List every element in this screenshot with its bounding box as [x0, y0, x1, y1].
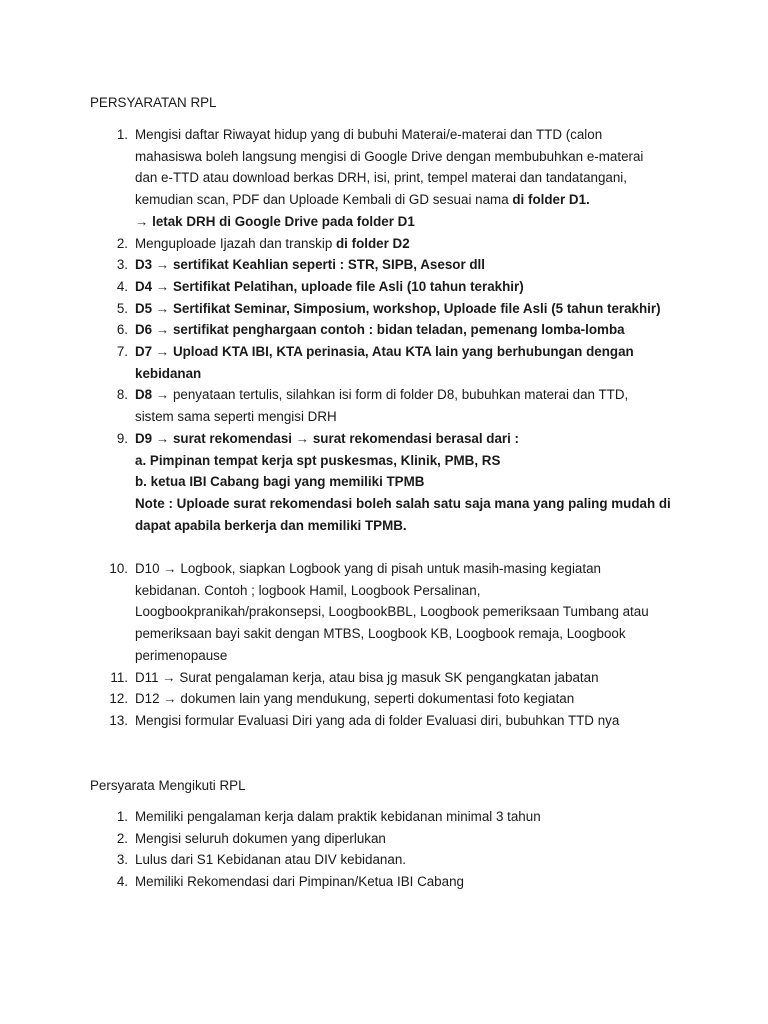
text-run: kebidanan. Contoh ; logbook Hamil, Loogbook Persalinan,: [135, 582, 481, 598]
text-run: D12 → dokumen lain yang mendukung, seperti dokumentasi foto kegiatan: [135, 691, 575, 707]
list-number: 12.: [109, 691, 128, 707]
bold-text: Note : Uploade surat rekomendasi boleh salah satu saja mana yang paling mudah di: [135, 495, 671, 511]
text-line: [135, 450, 690, 472]
text-line: [135, 384, 690, 406]
eligibility-list: [90, 806, 690, 893]
list-item: [90, 124, 690, 233]
text-line: [135, 623, 690, 645]
list-number: 7.: [116, 344, 128, 360]
list-item: [90, 806, 690, 828]
list-number: 4.: [116, 874, 128, 890]
text-run: Mengisi daftar Riwayat hidup yang di bubuhi Materai/e-materai dan TTD (calon: [135, 127, 603, 142]
list-item-text: [135, 233, 690, 255]
list-item: [90, 871, 690, 893]
list-item: [90, 384, 690, 427]
list-item-text: [135, 124, 690, 233]
list-item: [90, 254, 690, 276]
text-line: [135, 211, 690, 233]
list-item-text: [135, 667, 690, 689]
list-number: 1.: [116, 809, 128, 824]
list-item-text: [135, 319, 690, 341]
list-number: 9.: [116, 430, 128, 446]
bold-text: D4 → Sertifikat Pelatihan, uploade file Asli (10 tahun terakhir): [135, 278, 524, 294]
text-line: [135, 319, 690, 341]
text-run: dan e-TTD atau download berkas DRH, isi, print, tempel materai dan tandatangani,: [135, 170, 627, 186]
text-run: mahasiswa boleh langsung mengisi di Google Drive dengan membubuhkan e-materai: [135, 148, 644, 164]
text-line: [135, 341, 690, 363]
list-item: [90, 428, 690, 558]
bold-text: a. Pimpinan tempat kerja spt puskesmas, Klinik, PMB, RS: [135, 452, 501, 468]
list-item-text: [135, 710, 690, 732]
list-number: 10.: [109, 561, 128, 577]
text-line: [135, 363, 690, 385]
heading-persyarata-mengikuti-rpl: Persyarata Mengikuti RPL: [90, 778, 246, 793]
bold-text: b. ketua IBI Cabang bagi yang memiliki TPMB: [135, 474, 425, 490]
list-item: [90, 276, 690, 298]
text-line: [135, 254, 690, 276]
bold-text: D7 → Upload KTA IBI, KTA perinasia, Atau KTA lain yang berhubungan dengan: [135, 344, 634, 360]
list-item: [90, 828, 690, 850]
text-line: [135, 710, 690, 732]
text-line: [135, 146, 690, 168]
bold-text: di folder D2: [336, 235, 410, 251]
list-item: [90, 688, 690, 710]
blank-line: [135, 536, 690, 558]
list-item-text: [135, 254, 690, 276]
text-line: [135, 667, 690, 689]
list-number: 2.: [116, 830, 128, 846]
bold-text: D5 → Sertifikat Seminar, Simposium, workshop, Uploade file Asli (5 tahun terakhir): [135, 300, 661, 316]
text-run: Lulus dari S1 Kebidanan atau DIV kebidanan.: [135, 852, 406, 868]
text-line: [135, 189, 690, 211]
list-item-text: [135, 688, 690, 710]
text-run: penyataan tertulis, silahkan isi form di folder D8, bubuhkan materai dan TTD,: [169, 387, 629, 403]
list-item: [90, 233, 690, 255]
list-item: [90, 341, 690, 384]
heading-persyaratan-rpl: PERSYARATAN RPL: [90, 95, 217, 110]
text-line: [135, 645, 690, 667]
list-number: 6.: [116, 322, 128, 338]
list-number: 11.: [110, 669, 128, 685]
text-line: [135, 471, 690, 493]
text-line: [135, 406, 690, 428]
list-item-text: [135, 849, 690, 871]
list-number: 1.: [116, 127, 128, 142]
text-line: [135, 849, 690, 871]
text-run: D10 → Logbook, siapkan Logbook yang di pisah untuk masih-masing kegiatan: [135, 561, 601, 577]
text-line: [135, 871, 690, 893]
text-line: [135, 515, 690, 537]
list-number: 4.: [116, 278, 128, 294]
bold-text: D9 → surat rekomendasi → surat rekomendasi berasal dari :: [135, 430, 520, 446]
text-run: Mengisi formular Evaluasi Diri yang ada di folder Evaluasi diri, bubuhkan TTD nya: [135, 712, 620, 728]
bold-text: D8 →: [135, 387, 170, 403]
text-line: [135, 828, 690, 850]
list-number: 3.: [116, 257, 128, 273]
bold-text: D6 → sertifikat penghargaan contoh : bidan teladan, pemenang lomba-lomba: [135, 322, 625, 338]
bold-text: di folder D1.: [512, 192, 590, 208]
bold-text: D3 → sertifikat Keahlian seperti : STR, SIPB, Asesor dll: [135, 257, 485, 273]
list-item-text: [135, 806, 690, 828]
list-item-text: [135, 341, 690, 384]
text-run: Memiliki Rekomendasi dari Pimpinan/Ketua IBI Cabang: [135, 874, 464, 890]
text-line: [135, 688, 690, 710]
list-item: [90, 849, 690, 871]
text-run: kemudian scan, PDF dan Uploade Kembali di GD sesuai nama: [135, 192, 513, 208]
text-run: Loogbookpranikah/prakonsepsi, LoogbookBBL, Loogbook pemeriksaan Tumbang atau: [135, 604, 649, 620]
list-number: 13.: [109, 712, 128, 728]
bold-text: → letak DRH di Google Drive pada folder D1: [135, 213, 415, 229]
text-line: [135, 298, 690, 320]
list-item-text: [135, 298, 690, 320]
text-run: D11 → Surat pengalaman kerja, atau bisa jg masuk SK pengangkatan jabatan: [135, 669, 599, 685]
list-item-text: [135, 871, 690, 893]
text-line: [135, 167, 690, 189]
text-line: [135, 580, 690, 602]
list-item: [90, 298, 690, 320]
requirements-list: [90, 124, 690, 732]
text-line: [135, 558, 690, 580]
list-item-text: [135, 276, 690, 298]
text-line: [135, 124, 690, 146]
list-number: 8.: [116, 387, 128, 403]
text-line: [135, 806, 690, 828]
text-run: Memiliki pengalaman kerja dalam praktik kebidanan minimal 3 tahun: [135, 809, 541, 824]
text-line: [135, 428, 690, 450]
list-item-text: [135, 558, 690, 667]
text-run: Mengisi seluruh dokumen yang diperlukan: [135, 830, 386, 846]
list-item-text: [135, 828, 690, 850]
text-run: sistem sama seperti mengisi DRH: [135, 409, 337, 425]
text-line: [135, 493, 690, 515]
list-item: [90, 558, 690, 667]
text-run: perimenopause: [135, 647, 228, 663]
text-line: [135, 233, 690, 255]
text-run: Menguploade Ijazah dan transkip: [135, 235, 336, 251]
list-item: [90, 667, 690, 689]
list-number: 5.: [116, 300, 128, 316]
list-item: [90, 319, 690, 341]
list-item: [90, 710, 690, 732]
list-item-text: [135, 384, 690, 427]
bold-text: kebidanan: [135, 365, 202, 381]
text-line: [135, 276, 690, 298]
bold-text: dapat apabila berkerja dan memiliki TPMB.: [135, 517, 407, 533]
text-run: pemeriksaan bayi sakit dengan MTBS, Loogbook KB, Loogbook remaja, Loogbook: [135, 626, 626, 642]
list-item-text: [135, 428, 690, 558]
text-line: [135, 601, 690, 623]
list-number: 2.: [116, 235, 128, 251]
list-number: 3.: [116, 852, 128, 868]
